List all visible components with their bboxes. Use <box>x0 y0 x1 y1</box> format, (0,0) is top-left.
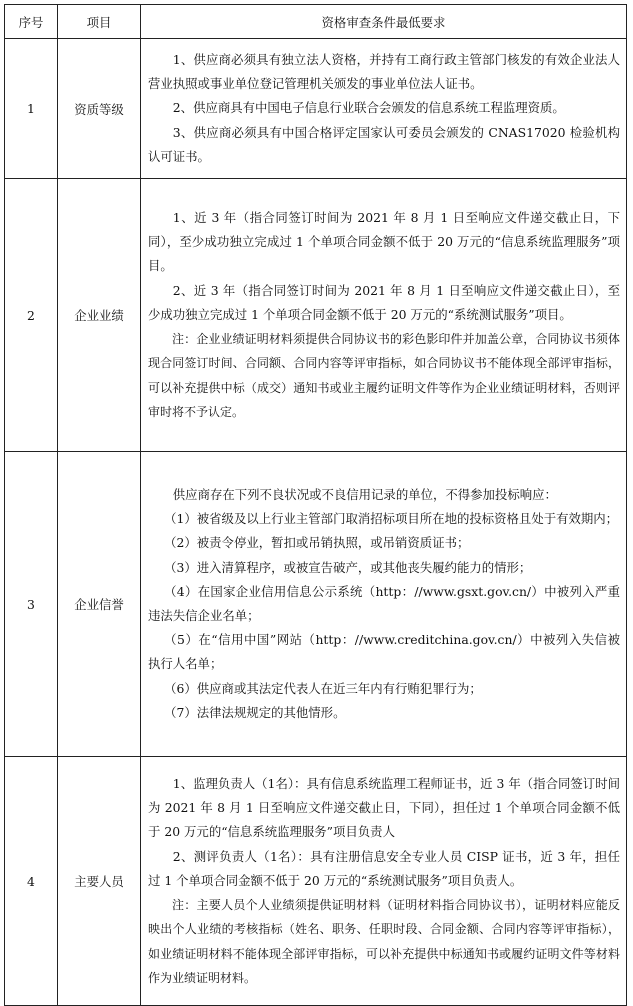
row-item: 主要人员 <box>58 757 141 1006</box>
requirement-line: （5）在“信用中国”网站（http：//www.creditchina.gov.cn/）中被列入失信被执行人名单； <box>148 632 620 672</box>
row-item: 资质等级 <box>58 39 141 179</box>
requirement-line: （7）法律法规规定的其他情形。 <box>164 704 346 720</box>
table-row <box>5 757 627 1006</box>
requirement-line: 1、近 3 年（指合同签订时间为 2021 年 8 月 1 日至响应文件递交截止日，下同），至少成功独立完成过 1 个单项合同金额不低于 20 万元的“信息系统监理服务”项目。 <box>148 210 620 274</box>
header-no: 序号 <box>5 5 58 39</box>
requirement-line: 2、供应商具有中国电子信息行业联合会颁发的信息系统工程监理资质。 <box>172 100 565 116</box>
requirement-line: 2、测评负责人（1名）：具有注册信息安全专业人员 CISP 证书，近 3 年，担任过 1 个单项合同金额不低于 20 万元的“系统测试服务”项目负责人。 <box>148 848 620 888</box>
requirement-line: 3、供应商必须具有中国合格评定国家认可委员会颁发的 CNAS17020 检验机构认可证书。 <box>148 124 620 164</box>
requirement-line: （1）被省级及以上行业主管部门取消招标项目所在地的投标资格且处于有效期内； <box>164 511 619 527</box>
requirement-line: （6）供应商或其法定代表人在近三年内有行贿犯罪行为； <box>164 680 482 696</box>
requirement-line: （4）在国家企业信用信息公示系统（http：//www.gsxt.gov.cn/）中被列入严重违法失信企业名单； <box>148 583 620 623</box>
row-item: 企业信誉 <box>58 452 141 757</box>
table-row <box>5 179 627 452</box>
header-row <box>5 5 627 39</box>
requirement-line: 1、监理负责人（1名）：具有信息系统监理工程师证书，近 3 年（指合同签订时间为 2021 年 8 月 1 日至响应文件递交截止日，下同），担任过 1 个单项合同金额不低于 20 万元的“信息系统监理服务”项目负责人 <box>148 776 620 840</box>
table-row <box>5 452 627 757</box>
table-row <box>5 39 627 179</box>
row-number: 1 <box>5 39 58 179</box>
requirement-line: 2、近 3 年（指合同签订时间为 2021 年 8 月 1 日至响应文件递交截止日），至少成功独立完成过 1 个单项合同金额不低于 20 万元的“系统测试服务”项目。 <box>148 282 620 322</box>
header-requirement: 资格审查条件最低要求 <box>141 5 627 39</box>
row-item: 企业业绩 <box>58 179 141 452</box>
row-requirement <box>141 39 627 179</box>
row-number: 3 <box>5 452 58 757</box>
row-number: 4 <box>5 757 58 1006</box>
row-requirement <box>141 179 627 452</box>
requirement-line: （2）被责令停业，暂扣或吊销执照，或吊销资质证书； <box>164 535 470 551</box>
requirement-note: 注：主要人员个人业绩须提供证明材料（证明材料指合同协议书），证明材料应能反映出个人业绩的考核指标（姓名、职务、任职时段、合同金额、合同内容等评审指标），如业绩证明材料不能体现全部评审指标，可以补充提供中标通知书或履约证明文件等材料作为业绩证明材料。 <box>148 898 620 985</box>
requirement-line: 1、供应商必须具有独立法人资格，并持有工商行政主管部门核发的有效企业法人营业执照或事业单位登记管理机关颁发的事业单位法人证书。 <box>148 51 620 92</box>
requirement-line: （3）进入清算程序，或被宣告破产，或其他丧失履约能力的情形； <box>164 559 532 575</box>
header-item: 项目 <box>58 5 141 39</box>
row-requirement <box>141 452 627 757</box>
row-number: 2 <box>5 179 58 452</box>
requirement-note: 注：企业业绩证明材料须提供合同协议书的彩色影印件并加盖公章，合同协议书须体现合同签订时间、合同额、合同内容等评审指标，如合同协议书不能体现全部评审指标，可以补充提供中标（成交）通知书或业主履约证明文件等作为企业业绩证明材料，否则评审时将不予认定。 <box>148 332 620 419</box>
requirement-line: 供应商存在下列不良状况或不良信用记录的单位，不得参加投标响应： <box>172 486 557 502</box>
qualification-table <box>4 4 627 1006</box>
row-requirement <box>141 757 627 1006</box>
